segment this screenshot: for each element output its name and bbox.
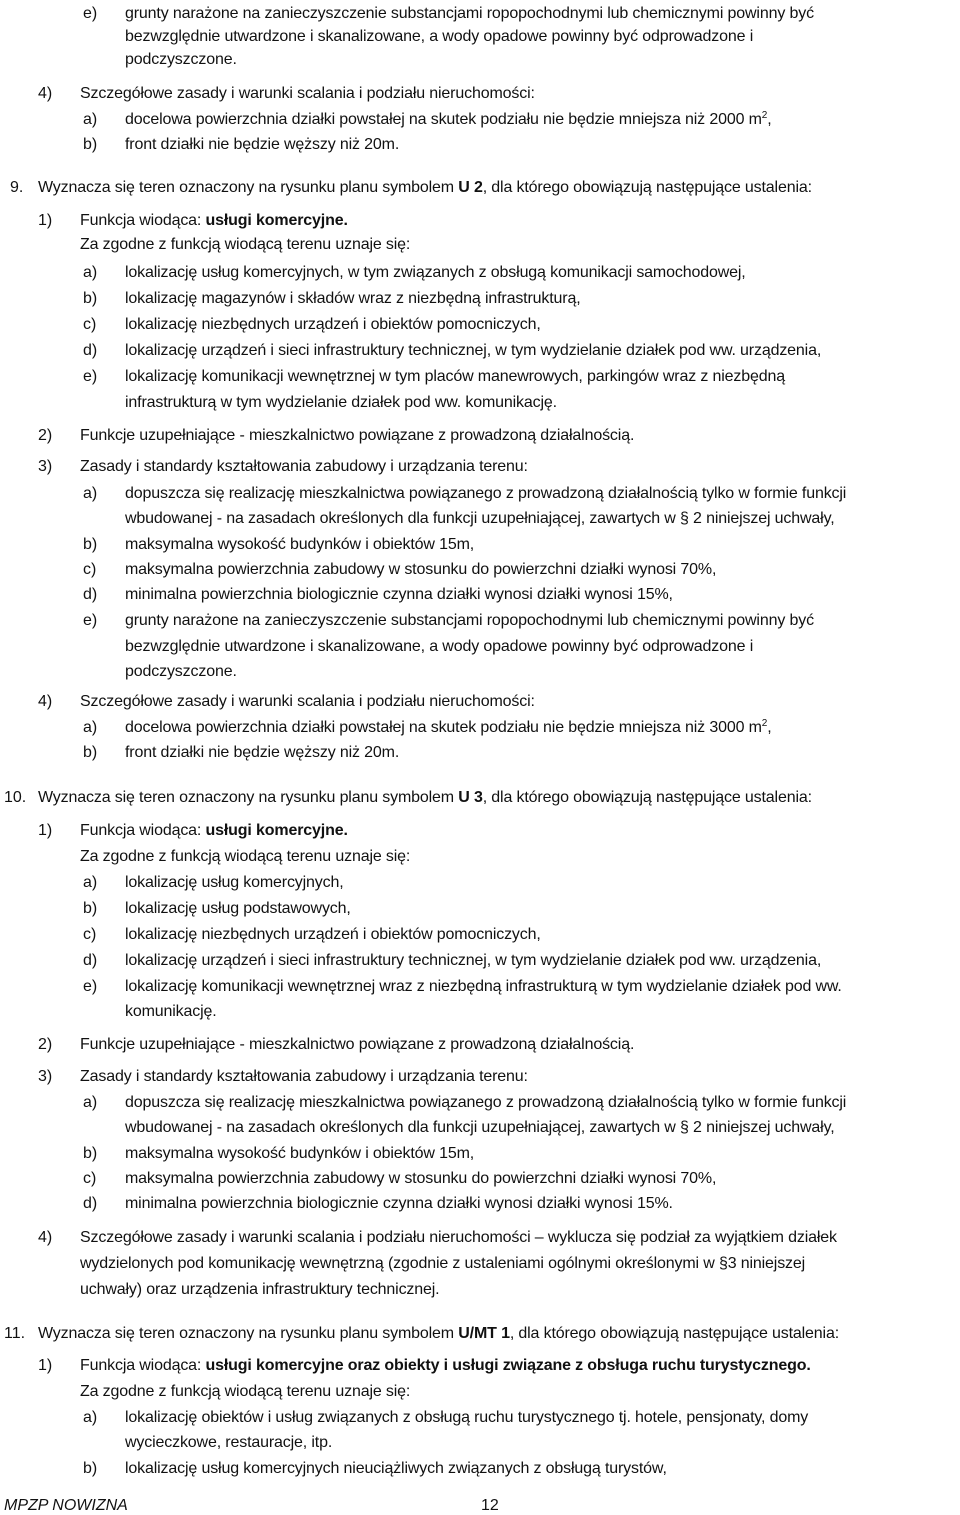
list-marker: b) — [83, 900, 98, 917]
list-marker: d) — [83, 586, 98, 603]
list-marker: a) — [83, 1094, 98, 1111]
list-marker: a) — [83, 485, 98, 502]
paragraph-line: lokalizację usług podstawowych, — [125, 900, 351, 917]
paragraph-line: front działki nie będzie węższy niż 20m. — [125, 744, 400, 761]
list-marker: b) — [83, 536, 98, 553]
paragraph-line: Zasady i standardy kształtowania zabudowy i urządzania terenu: — [80, 1068, 528, 1085]
paragraph-line: Szczegółowe zasady i warunki scalania i podziału nieruchomości: — [80, 85, 535, 102]
paragraph-line: Szczegółowe zasady i warunki scalania i podziału nieruchomości: — [80, 693, 535, 710]
paragraph-line: dopuszcza się realizację mieszkalnictwa powiązanego z prowadzoną działalnością tylko w formie funkcji — [125, 485, 847, 502]
paragraph-line: lokalizację obiektów i usług związanych z obsługą ruchu turystycznego tj. hotele, pensjonaty, domy — [125, 1409, 809, 1426]
paragraph-line: grunty narażone na zanieczyszczenie substancjami ropopochodnymi lub chemicznymi powinny być — [125, 612, 814, 629]
list-marker: 1) — [38, 1357, 53, 1374]
list-marker: a) — [83, 874, 98, 891]
list-marker: c) — [83, 316, 97, 333]
list-marker: a) — [83, 264, 98, 281]
list-marker: 1) — [38, 212, 53, 229]
paragraph-line: docelowa powierzchnia działki powstałej na skutek podziału nie będzie mniejsza niż 3000 $m^2$, — [125, 718, 772, 736]
paragraph-line: grunty narażone na zanieczyszczenie substancjami ropopochodnymi lub chemicznymi powinny być — [125, 5, 814, 22]
paragraph-line: maksymalna wysokość budynków i obiektów 15m, — [125, 536, 475, 553]
paragraph-line: bezwzględnie utwardzone i skanalizowane, a wody opadowe powinny być odprowadzone i — [125, 638, 754, 655]
paragraph-line: wycieczkowe, restauracje, itp. — [125, 1434, 333, 1451]
list-marker: b) — [83, 1145, 98, 1162]
paragraph-line: Szczegółowe zasady i warunki scalania i podziału nieruchomości – wyklucza się podział za wyjątkiem działek — [80, 1229, 837, 1246]
paragraph-line: Zasady i standardy kształtowania zabudowy i urządzania terenu: — [80, 458, 528, 475]
paragraph-line: minimalna powierzchnia biologicznie czynna działki wynosi działki wynosi 15%. — [125, 1195, 673, 1212]
list-marker: 2) — [38, 427, 53, 444]
paragraph-line: lokalizację urządzeń i sieci infrastruktury technicznej, w tym wydzielanie działek pod ww. urządzenia, — [125, 952, 822, 969]
list-marker: c) — [83, 1170, 97, 1187]
list-marker: a) — [83, 719, 98, 736]
paragraph-line: maksymalna powierzchnia zabudowy w stosunku do powierzchni działki wynosi 70%, — [125, 1170, 717, 1187]
list-marker: 4) — [38, 85, 53, 102]
paragraph-line: lokalizację usług komercyjnych, — [125, 874, 344, 891]
section-number: 11. — [4, 1325, 26, 1342]
list-marker: e) — [83, 978, 98, 995]
paragraph-line: lokalizację niezbędnych urządzeń i obiektów pomocniczych, — [125, 926, 541, 943]
paragraph-line: Funkcja wiodąca: usługi komercyjne. — [80, 822, 348, 839]
paragraph-line: Funkcja wiodąca: usługi komercyjne. — [80, 212, 348, 229]
list-marker: c) — [83, 926, 97, 943]
section-intro: Wyznacza się teren oznaczony na rysunku planu symbolem U/MT 1, dla którego obowiązują następujące ustalenia: — [38, 1325, 839, 1342]
paragraph-line: Funkcje uzupełniające - mieszkalnictwo powiązane z prowadzoną działalnością. — [80, 1036, 635, 1053]
footer-title: MPZP NOWIZNA — [4, 1497, 128, 1514]
list-marker: 2) — [38, 1036, 53, 1053]
paragraph-line: lokalizację niezbędnych urządzeń i obiektów pomocniczych, — [125, 316, 541, 333]
list-marker: b) — [83, 290, 98, 307]
list-marker: a) — [83, 111, 98, 128]
list-marker: d) — [83, 952, 98, 969]
paragraph-line: uchwały) oraz urządzenia infrastruktury technicznej. — [80, 1281, 440, 1298]
list-marker: c) — [83, 561, 97, 578]
paragraph-line: maksymalna wysokość budynków i obiektów 15m, — [125, 1145, 475, 1162]
paragraph-line: Za zgodne z funkcją wiodącą terenu uznaje się: — [80, 236, 411, 253]
paragraph-line: minimalna powierzchnia biologicznie czynna działki wynosi działki wynosi 15%, — [125, 586, 673, 603]
paragraph-line: infrastrukturą w tym wydzielanie działek pod ww. komunikację. — [125, 394, 557, 411]
page-number: 12 — [481, 1497, 499, 1514]
paragraph-line: lokalizację usług komercyjnych nieuciążliwych związanych z obsługą turystów, — [125, 1460, 667, 1477]
list-marker: 4) — [38, 693, 53, 710]
list-marker: 4) — [38, 1229, 53, 1246]
list-marker: e) — [83, 368, 98, 385]
paragraph-line: komunikację. — [125, 1003, 217, 1020]
paragraph-line: podczyszczone. — [125, 663, 237, 680]
paragraph-line: docelowa powierzchnia działki powstałej na skutek podziału nie będzie mniejsza niż 2000 $m^2$, — [125, 110, 772, 128]
paragraph-line: Funkcje uzupełniające - mieszkalnictwo powiązane z prowadzoną działalnością. — [80, 427, 635, 444]
paragraph-line: Za zgodne z funkcją wiodącą terenu uznaje się: — [80, 848, 411, 865]
list-marker: d) — [83, 1195, 98, 1212]
list-marker: 3) — [38, 1068, 53, 1085]
list-marker: b) — [83, 1460, 98, 1477]
list-marker: e) — [83, 612, 98, 629]
paragraph-line: lokalizację komunikacji wewnętrznej w tym placów manewrowych, parkingów wraz z niezbędną — [125, 368, 785, 385]
paragraph-line: podczyszczone. — [125, 51, 237, 68]
list-marker: b) — [83, 136, 98, 153]
list-marker: a) — [83, 1409, 98, 1426]
paragraph-line: Za zgodne z funkcją wiodącą terenu uznaje się: — [80, 1383, 411, 1400]
paragraph-line: lokalizację komunikacji wewnętrznej wraz z niezbędną infrastrukturą w tym wydzielanie działek pod ww. — [125, 978, 842, 995]
list-marker: d) — [83, 342, 98, 359]
paragraph-line: lokalizację urządzeń i sieci infrastruktury technicznej, w tym wydzielanie działek pod ww. urządzenia, — [125, 342, 822, 359]
section-number: 10. — [4, 789, 27, 806]
list-marker: 1) — [38, 822, 53, 839]
paragraph-line: wbudowanej - na zasadach określonych dla funkcji uzupełniającej, zawartych w § 2 niniejszej uchwały, — [125, 1119, 835, 1136]
paragraph-line: Funkcja wiodąca: usługi komercyjne oraz obiekty i usługi związane z obsługa ruchu turystycznego. — [80, 1357, 811, 1374]
section-number: 9. — [10, 179, 24, 196]
section-intro: Wyznacza się teren oznaczony na rysunku planu symbolem U 2, dla którego obowiązują następujące ustalenia: — [38, 179, 812, 196]
list-marker: 3) — [38, 458, 53, 475]
paragraph-line: wbudowanej - na zasadach określonych dla funkcji uzupełniającej, zawartych w § 2 niniejszej uchwały, — [125, 510, 835, 527]
list-marker: b) — [83, 744, 98, 761]
paragraph-line: front działki nie będzie węższy niż 20m. — [125, 136, 400, 153]
section-intro: Wyznacza się teren oznaczony na rysunku planu symbolem U 3, dla którego obowiązują następujące ustalenia: — [38, 789, 812, 806]
paragraph-line: dopuszcza się realizację mieszkalnictwa powiązanego z prowadzoną działalnością tylko w formie funkcji — [125, 1094, 847, 1111]
paragraph-line: lokalizację usług komercyjnych, w tym związanych z obsługą komunikacji samochodowej, — [125, 264, 746, 281]
paragraph-line: bezwzględnie utwardzone i skanalizowane, a wody opadowe powinny być odprowadzone i — [125, 28, 754, 45]
paragraph-line: maksymalna powierzchnia zabudowy w stosunku do powierzchni działki wynosi 70%, — [125, 561, 717, 578]
paragraph-line: wydzielonych pod komunikację wewnętrzną (zgodnie z ustaleniami ogólnymi określonymi w §3 niniejszej — [80, 1255, 806, 1272]
paragraph-line: lokalizację magazynów i składów wraz z niezbędną infrastrukturą, — [125, 290, 581, 307]
list-marker: e) — [83, 5, 98, 22]
